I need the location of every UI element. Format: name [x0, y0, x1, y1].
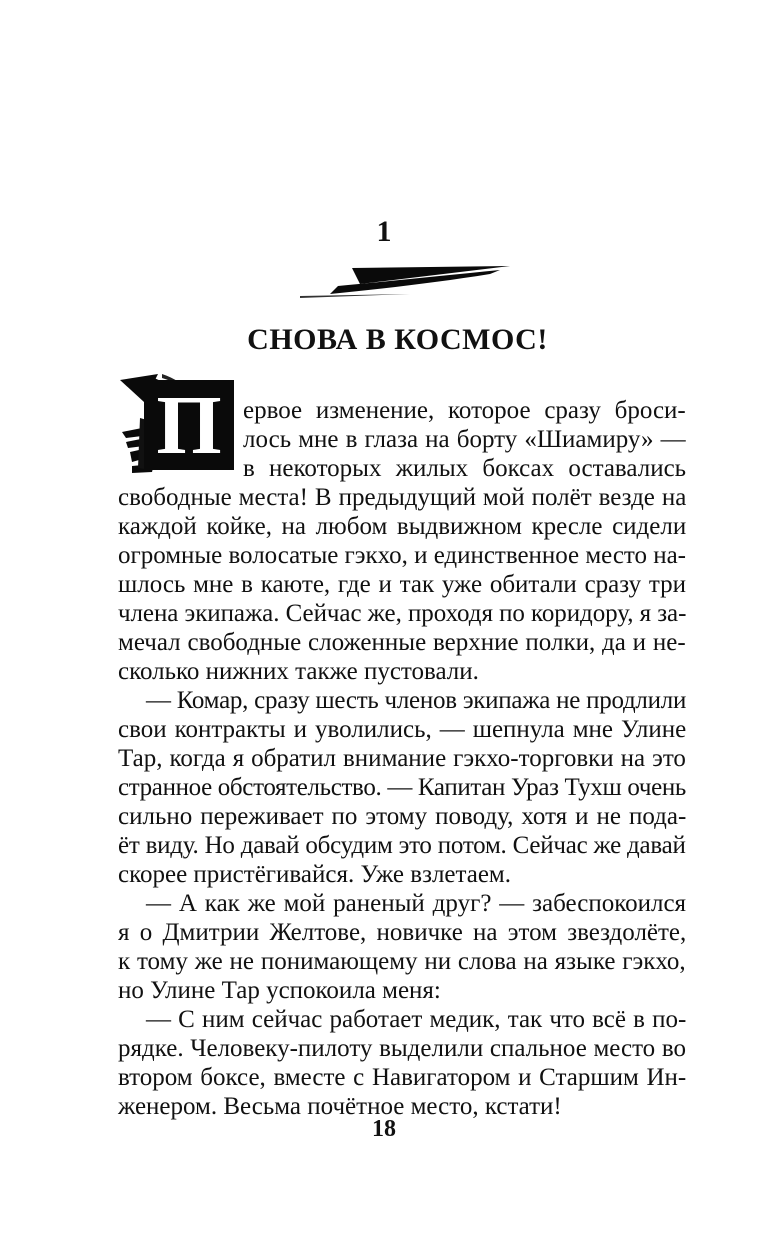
- text-line: втором боксе, вместе с Навигатором и Старшим Ин-: [118, 1064, 687, 1091]
- text-line: но Улине Тар успокоила меня:: [118, 977, 441, 1004]
- text-line: я о Дмитрии Желтове, новичке на этом звездолёте,: [118, 919, 687, 946]
- text-line: Тар, когда я обратил внимание гэкхо-торговки на это: [118, 745, 686, 772]
- text-line: мечал свободные сложенные верхние полки, да и не-: [118, 629, 686, 656]
- text-line: — С ним сейчас работает медик, так что всё в по-: [146, 1006, 687, 1033]
- text-line: огромные волосатые гэкхо, и единственное место на-: [118, 542, 686, 569]
- text-line: ервое изменение, которое сразу броси-: [243, 397, 686, 424]
- text-line: к тому же не понимающему ни слова на языке гэкхо,: [118, 948, 686, 975]
- text-line: странное обстоятельство. — Капитан Ураз Тухш очень: [118, 774, 686, 801]
- chapter-ornament: [290, 262, 520, 302]
- text-line: члена экипажа. Сейчас же, проходя по коридору, я за-: [118, 600, 687, 627]
- text-line: женером. Весьма почётное место, кстати!: [118, 1093, 562, 1120]
- text-line: — А как же мой раненый друг? — забеспокоился: [146, 890, 687, 917]
- text-line: шлось мне в каюте, где и так уже обитали сразу три: [118, 571, 686, 598]
- chapter-title: СНОВА В КОСМОС!: [247, 323, 548, 356]
- text-line: скорее пристёгивайся. Уже взлетаем.: [118, 861, 512, 888]
- text-line: лось мне в глаза на борту «Шиамиру» —: [243, 426, 686, 453]
- text-line: — Комар, сразу шесть членов экипажа не продлили: [146, 687, 687, 714]
- text-line: ёт виду. Но давай обсудим это потом. Сейчас же давай: [118, 832, 686, 859]
- text-line: рядке. Человеку-пилоту выделили спальное место во: [118, 1035, 686, 1062]
- chapter-number: 1: [376, 215, 392, 248]
- text-line: сколько нижних также пустовали.: [118, 658, 479, 685]
- text-line: каждой койке, на любом выдвижном кресле сидели: [118, 513, 687, 540]
- text-line: в некоторых жилых боксах оставались: [243, 455, 687, 482]
- text-line: сильно переживает по этому поводу, хотя и не пода-: [118, 803, 687, 830]
- text-line: свободные места! В предыдущий мой полёт везде на: [118, 484, 687, 511]
- text-line: свои контракты и уволились, — шепнула мне Улине: [118, 716, 687, 743]
- page-number: 18: [372, 1116, 396, 1142]
- drop-cap-letter: П: [144, 380, 234, 470]
- drop-cap: [118, 372, 240, 474]
